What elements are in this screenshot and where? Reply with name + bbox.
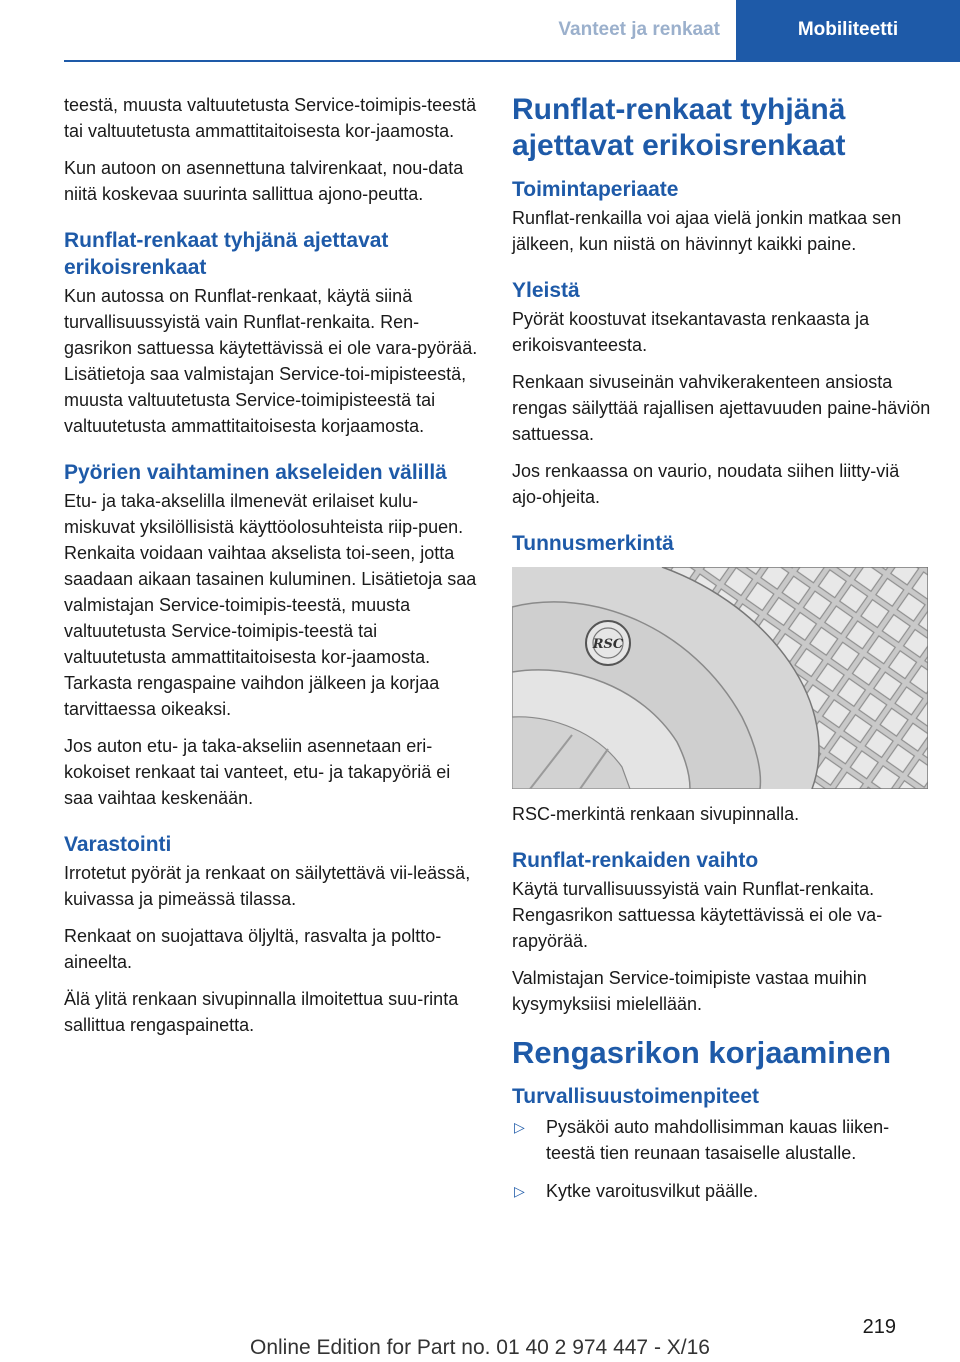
left-column [64,92,478,1049]
tire-rsc-illustration [512,567,928,789]
heading-main: Runflat-renkaat tyhjänä ajettavat erikoisrenkaat [512,93,846,162]
right-column [512,92,932,1216]
paragraph: Renkaat on suojattava öljyltä, rasvalta ja poltto-aineelta. [64,926,442,972]
list-item [512,1114,932,1166]
paragraph: Etu- ja taka-akselilla ilmenevät erilaiset kulu-miskuvat yksilöllisistä käyttöolosuhteista riip-puen. Renkaita voidaan vaihtaa akselista toi-seen, jotta saadaan aikaan tasainen kuluminen. Lisätietoja saa valmistajan Service-toimipis-teestä, muusta valtuutetusta Service-toimipis-teestä tai valtuutetusta ammattitaitoisesta kor-jaamosta. Tarkasta rengaspaine vaihdon jälkeen ja korjaa tarvittaessa oikeaksi. [64,491,477,719]
paragraph: Kun autossa on Runflat-renkaat, käytä siinä turvallisuussyistä vain Runflat-renkaita. Ren-gasrikon sattuessa käytettävissä ei ole vara-pyörää. Lisätietoja saa valmistajan Service-toi-mipisteestä, muusta valtuutetusta Service-toimipisteestä tai valtuutetusta ammattitaitoisesta korjaamosta. [64,286,478,436]
paragraph: Käytä turvallisuussyistä vain Runflat-renkaita. Rengasrikon sattuessa käytettävissä ei ole va-rapyörää. [512,879,883,951]
heading-wheel-swap: Pyörien vaihtaminen akseleiden välillä [64,461,447,484]
triangle-bullet-icon: ▷ [514,1119,525,1135]
heading-tire-repair: Rengasrikon korjaaminen [512,1035,892,1070]
paragraph: Renkaan sivuseinän vahvikerakenteen ansiosta rengas säilyttää rajallisen ajettavuuden paine-häviön sattuessa. [512,372,931,444]
heading-marking: Tunnusmerkintä [512,532,674,555]
figure-caption: RSC-merkintä renkaan sivupinnalla. [512,804,800,824]
paragraph: Jos auton etu- ja taka-akseliin asennetaan eri-kokoiset renkaat tai vanteet, etu- ja takapyöriä ei saa vaihtaa keskenään. [64,736,451,808]
paragraph: Kun autoon on asennettuna talvirenkaat, nou-data niitä koskevaa suurinta sallittua ajono-peutta. [64,158,464,204]
paragraph: teestä, muusta valtuutetusta Service-toimipis-teestä tai valtuutetusta ammattitaitoisesta kor-jaamosta. [64,95,477,141]
paragraph: Valmistajan Service-toimipiste vastaa muihin kysymyksiisi mielellään. [512,968,867,1014]
list-item [512,1178,932,1204]
paragraph: Jos renkaassa on vaurio, noudata siihen liitty-viä ajo-ohjeita. [512,461,900,507]
rsc-badge-text: RSC [592,637,624,652]
header-rule [64,60,960,62]
page-header [0,0,960,62]
footer-edition: Online Edition for Part no. 01 40 2 974 447 - X/16 [250,1336,710,1359]
chapter-tab: Mobiliteetti [736,0,960,60]
paragraph: Runflat-renkailla voi ajaa vielä jonkin matkaa sen jälkeen, kun niistä on hävinnyt kaikki paine. [512,208,902,254]
heading-safety: Turvallisuustoimenpiteet [512,1085,759,1108]
paragraph: Pyörät koostuvat itsekantavasta renkaasta ja erikoisvanteesta. [512,309,870,355]
heading-runflat-change: Runflat-renkaiden vaihto [512,849,759,872]
paragraph: Älä ylitä renkaan sivupinnalla ilmoitettua suu-rinta sallittua rengaspainetta. [64,989,459,1035]
heading-general: Yleistä [512,279,580,302]
safety-list [512,1114,932,1204]
list-item-text: Kytke varoitusvilkut päälle. [546,1181,759,1201]
list-item-text: Pysäköi auto mahdollisimman kauas liiken-teestä tien reunaan tasaiselle alustalle. [546,1117,890,1163]
heading-storage: Varastointi [64,833,172,856]
paragraph: Irrotetut pyörät ja renkaat on säilytettävä vii-leässä, kuivassa ja pimeässä tilassa. [64,863,471,909]
section-title: Vanteet ja renkaat [558,19,720,40]
heading-principle: Toimintaperiaate [512,178,679,201]
triangle-bullet-icon: ▷ [514,1183,525,1199]
page-number: 219 [862,1316,896,1338]
heading-runflat: Runflat-renkaat tyhjänä ajettavat erikoisrenkaat [64,229,389,279]
